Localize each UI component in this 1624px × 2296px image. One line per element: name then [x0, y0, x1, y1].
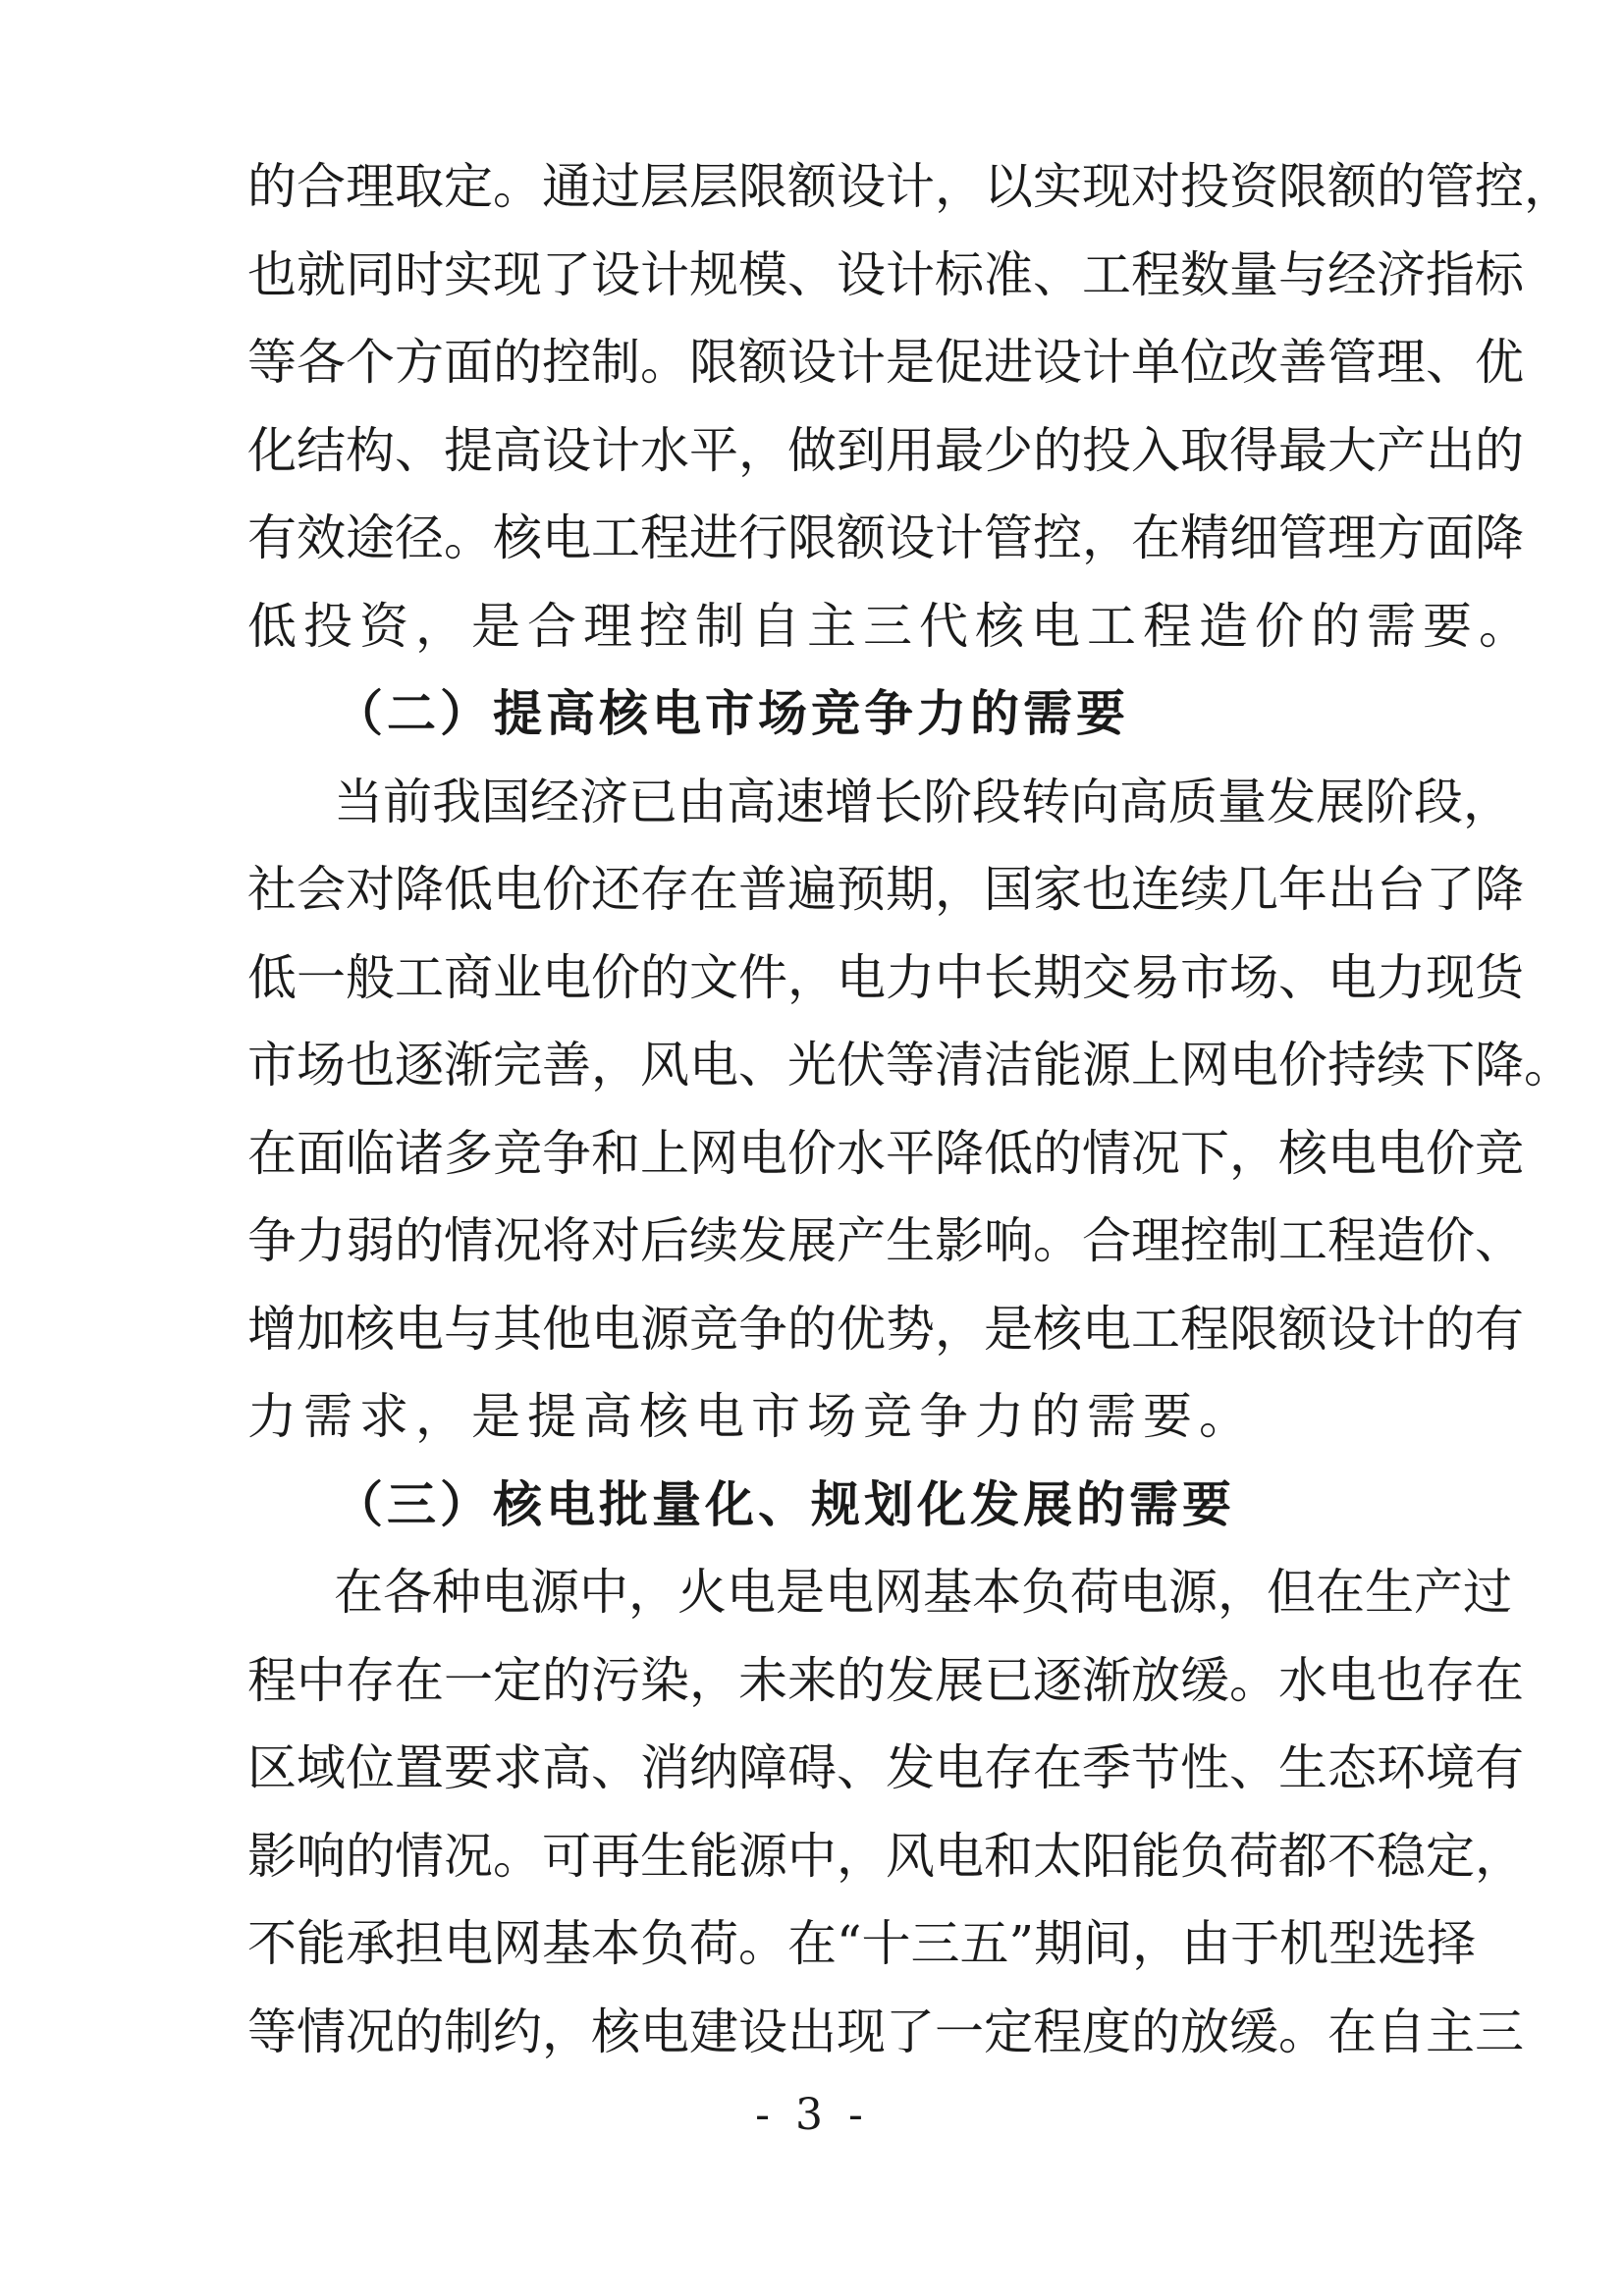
body-text-line: 市场也逐渐完善，风电、光伏等清洁能源上网电价持续下降。	[247, 1037, 1573, 1094]
body-text-line: 的合理取定。通过层层限额设计，以实现对投资限额的管控，	[247, 158, 1573, 215]
body-text-line: 不能承担电网基本负荷。在“十三五”期间，由于机型选择	[247, 1915, 1477, 1972]
body-text-line: 社会对降低电价还存在普遍预期，国家也连续几年出台了降	[247, 861, 1524, 918]
body-text-line: 争力弱的情况将对后续发展产生影响。合理控制工程造价、	[247, 1212, 1524, 1269]
body-text-line: 化结构、提高设计水平，做到用最少的投入取得最大产出的	[247, 421, 1524, 479]
body-text-line: 低一般工商业电价的文件，电力中长期交易市场、电力现货	[247, 948, 1524, 1006]
body-text-line: 等各个方面的控制。限额设计是促进设计单位改善管理、优	[247, 334, 1524, 391]
section-heading: （二）提高核电市场竞争力的需要	[334, 685, 1129, 742]
body-text-line: 力需求，是提高核电市场竞争力的需要。	[247, 1388, 1255, 1445]
body-text-line: 在面临诸多竞争和上网电价水平降低的情况下，核电电价竞	[247, 1124, 1524, 1182]
body-text-line: 影响的情况。可再生能源中，风电和太阳能负荷都不稳定，	[247, 1827, 1524, 1885]
page-number: - 3 -	[755, 2090, 869, 2140]
body-text-line: 当前我国经济已由高速增长阶段转向高质量发展阶段，	[334, 773, 1512, 830]
body-text-line: 区域位置要求高、消纳障碍、发电存在季节性、生态环境有	[247, 1739, 1524, 1796]
section-heading: （三）核电批量化、规划化发展的需要	[334, 1475, 1235, 1533]
body-text-line: 也就同时实现了设计规模、设计标准、工程数量与经济指标	[247, 245, 1524, 303]
body-text-line: 程中存在一定的污染，未来的发展已逐渐放缓。水电也存在	[247, 1651, 1524, 1709]
body-text-line: 有效途径。核电工程进行限额设计管控，在精细管理方面降	[247, 509, 1524, 566]
body-text-line: 等情况的制约，核电建设出现了一定程度的放缓。在自主三	[247, 2002, 1524, 2060]
body-text-line: 低投资，是合理控制自主三代核电工程造价的需要。	[247, 597, 1535, 655]
body-text-line: 在各种电源中，火电是电网基本负荷电源，但在生产过	[334, 1564, 1512, 1621]
body-text-line: 增加核电与其他电源竞争的优势，是核电工程限额设计的有	[247, 1300, 1524, 1358]
